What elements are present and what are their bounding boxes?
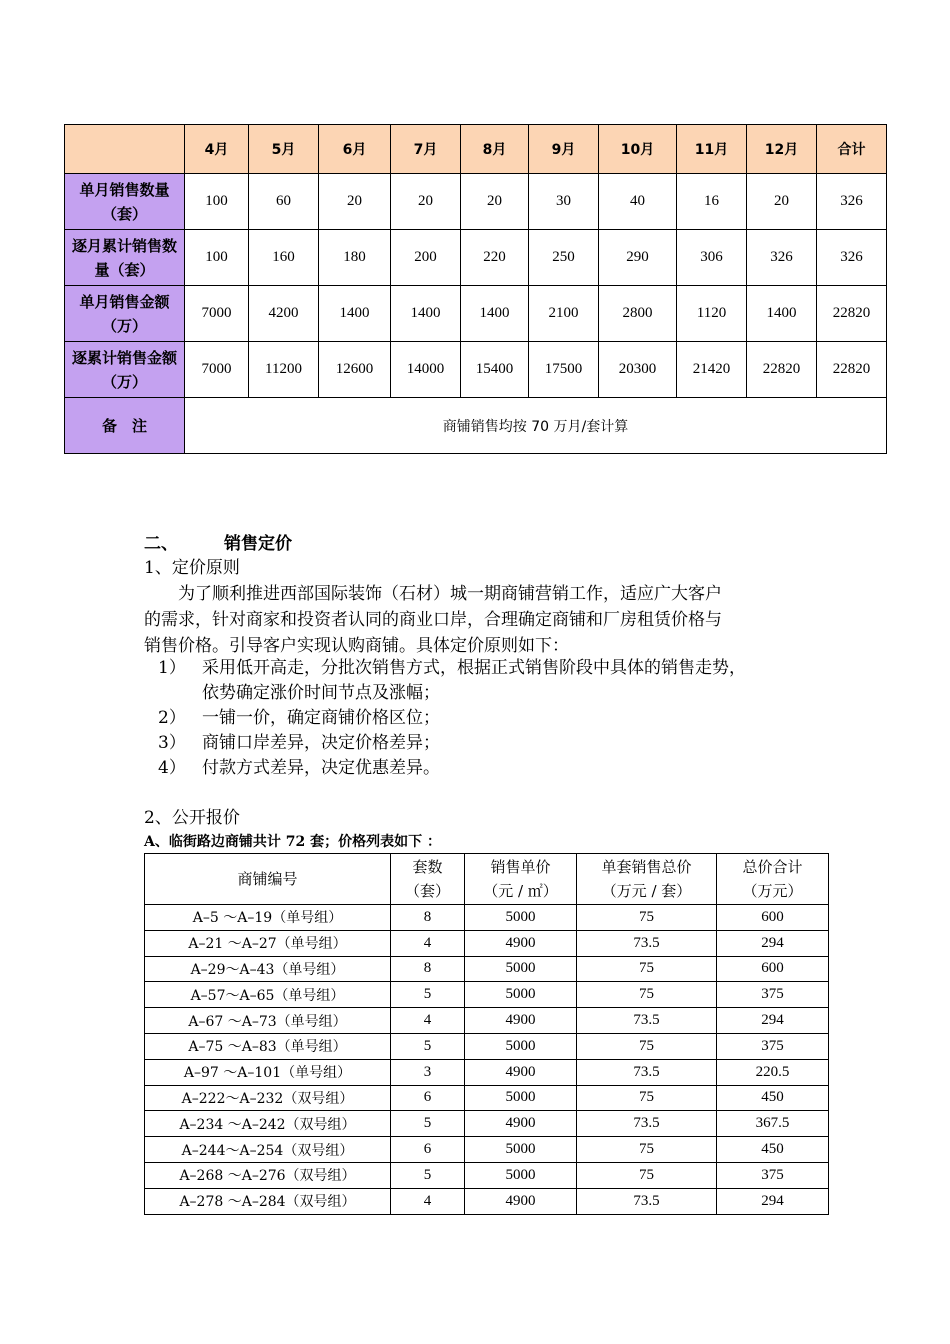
value-cell: 7000 (185, 342, 249, 398)
value-cell: 15400 (461, 342, 529, 398)
header-count: 套数 （套） (391, 854, 465, 905)
total-header: 合计 (817, 125, 887, 174)
table-row (145, 1162, 829, 1188)
value-cell: 20 (461, 174, 529, 230)
subheading-public-quote: 2、公开报价 (144, 808, 240, 828)
value-cell: 5000 (465, 1085, 577, 1111)
value-cell: 294 (717, 930, 829, 956)
value-cell: 20 (319, 174, 391, 230)
value-cell: 4900 (465, 1059, 577, 1085)
section-title: 销售定价 (224, 534, 292, 554)
value-cell: 220 (461, 230, 529, 286)
value-cell: 1400 (319, 286, 391, 342)
value-cell: 4900 (465, 1008, 577, 1034)
value-cell: 40 (599, 174, 677, 230)
corner-cell (65, 125, 185, 174)
table-row (145, 930, 829, 956)
principle-item (158, 756, 440, 781)
value-cell: 21420 (677, 342, 747, 398)
value-cell: 75 (577, 1033, 717, 1059)
value-cell: 220.5 (717, 1059, 829, 1085)
principle-text: 依势确定涨价时间节点及涨幅； (202, 683, 440, 703)
sales-row-remark (65, 398, 887, 454)
value-cell: 75 (577, 1085, 717, 1111)
principle-text: 采用低开高走，分批次销售方式，根据正式销售阶段中具体的销售走势， (202, 658, 746, 678)
value-cell: 3 (391, 1059, 465, 1085)
value-cell: 326 (817, 174, 887, 230)
header-sum: 总价合计 （万元） (717, 854, 829, 905)
principle-number: 1） (158, 658, 186, 678)
shop-price-table (144, 853, 829, 1215)
value-cell: 8 (391, 905, 465, 931)
table-row (145, 1085, 829, 1111)
value-cell: 30 (529, 174, 599, 230)
price-table-caption: A、临街路边商铺共计 72 套；价格列表如下 ： (144, 834, 441, 850)
value-cell: 306 (677, 230, 747, 286)
principle-text: 付款方式差异，决定优惠差异。 (202, 758, 440, 778)
row-label: 单月销售金额（万） (65, 286, 185, 342)
header-shop-no: 商铺编号 (145, 854, 391, 905)
value-cell: 1400 (391, 286, 461, 342)
sales-row-monthly-amount (65, 286, 887, 342)
sales-row-monthly-count (65, 174, 887, 230)
value-cell: 73.5 (577, 1188, 717, 1214)
principle-number: 3） (158, 733, 186, 753)
value-cell: 6 (391, 1085, 465, 1111)
value-cell: 75 (577, 1162, 717, 1188)
shop-id-cell: A–97 ～A–101（单号组） (145, 1059, 391, 1085)
month-header: 10月 (599, 125, 677, 174)
value-cell: 5000 (465, 1033, 577, 1059)
value-cell: 73.5 (577, 930, 717, 956)
value-cell: 2800 (599, 286, 677, 342)
month-header: 5月 (249, 125, 319, 174)
value-cell: 100 (185, 174, 249, 230)
value-cell: 294 (717, 1188, 829, 1214)
month-header: 6月 (319, 125, 391, 174)
table-row (145, 1008, 829, 1034)
value-cell: 450 (717, 1085, 829, 1111)
row-label: 单月销售数量（套） (65, 174, 185, 230)
month-header: 9月 (529, 125, 599, 174)
shop-id-cell: A–268 ～A–276（双号组） (145, 1162, 391, 1188)
value-cell: 200 (391, 230, 461, 286)
value-cell: 5 (391, 1162, 465, 1188)
value-cell: 5000 (465, 905, 577, 931)
shop-id-cell: A–57～A–65（单号组） (145, 982, 391, 1008)
value-cell: 180 (319, 230, 391, 286)
value-cell: 14000 (391, 342, 461, 398)
value-cell: 20 (391, 174, 461, 230)
principle-item (158, 731, 440, 756)
value-cell: 60 (249, 174, 319, 230)
value-cell: 160 (249, 230, 319, 286)
value-cell: 5000 (465, 1162, 577, 1188)
value-cell: 75 (577, 905, 717, 931)
value-cell: 17500 (529, 342, 599, 398)
table-row (145, 1033, 829, 1059)
header-unit-price: 销售单价 （元 / ㎡） (465, 854, 577, 905)
sales-header-row (65, 125, 887, 174)
value-cell: 5 (391, 1111, 465, 1137)
value-cell: 16 (677, 174, 747, 230)
value-cell: 73.5 (577, 1111, 717, 1137)
section-number: 二、 (144, 534, 178, 554)
principle-number: 4） (158, 758, 186, 778)
value-cell: 250 (529, 230, 599, 286)
shop-id-cell: A–75 ～A–83（单号组） (145, 1033, 391, 1059)
subheading-pricing-principle: 1、定价原则 (144, 558, 240, 578)
month-header: 8月 (461, 125, 529, 174)
value-cell: 326 (817, 230, 887, 286)
sales-row-cumulative-count (65, 230, 887, 286)
shop-id-cell: A–5 ～A–19（单号组） (145, 905, 391, 931)
remark-text: 商铺销售均按 70 万月/套计算 (185, 398, 887, 454)
header-unit-total: 单套销售总价 （万元 / 套） (577, 854, 717, 905)
row-label: 逐累计销售金额（万） (65, 342, 185, 398)
table-row (145, 982, 829, 1008)
section-heading (144, 532, 292, 557)
value-cell: 73.5 (577, 1059, 717, 1085)
table-row (145, 1188, 829, 1214)
table-row (145, 1111, 829, 1137)
table-row (145, 1137, 829, 1163)
value-cell: 7000 (185, 286, 249, 342)
value-cell: 73.5 (577, 1008, 717, 1034)
value-cell: 326 (747, 230, 817, 286)
value-cell: 4 (391, 930, 465, 956)
shop-id-cell: A–278 ～A–284（双号组） (145, 1188, 391, 1214)
month-header: 12月 (747, 125, 817, 174)
monthly-sales-table (64, 124, 887, 454)
value-cell: 5000 (465, 956, 577, 982)
value-cell: 5 (391, 982, 465, 1008)
table-row (145, 905, 829, 931)
shop-id-cell: A–29～A–43（单号组） (145, 956, 391, 982)
value-cell: 20300 (599, 342, 677, 398)
table-row (145, 956, 829, 982)
value-cell: 375 (717, 1033, 829, 1059)
value-cell: 1120 (677, 286, 747, 342)
value-cell: 600 (717, 905, 829, 931)
value-cell: 22820 (817, 342, 887, 398)
intro-line: 销售价格。引导客户实现认购商铺。具体定价原则如下： (144, 636, 569, 656)
value-cell: 12600 (319, 342, 391, 398)
principle-text: 商铺口岸差异，决定价格差异； (202, 733, 440, 753)
value-cell: 22820 (817, 286, 887, 342)
value-cell: 375 (717, 1162, 829, 1188)
value-cell: 4900 (465, 1188, 577, 1214)
value-cell: 11200 (249, 342, 319, 398)
value-cell: 2100 (529, 286, 599, 342)
value-cell: 6 (391, 1137, 465, 1163)
value-cell: 600 (717, 956, 829, 982)
intro-line: 的需求，针对商家和投资者认同的商业口岸，合理确定商铺和厂房租赁价格与 (144, 610, 722, 630)
value-cell: 450 (717, 1137, 829, 1163)
value-cell: 75 (577, 982, 717, 1008)
value-cell: 367.5 (717, 1111, 829, 1137)
price-header-row (145, 854, 829, 905)
value-cell: 290 (599, 230, 677, 286)
principle-number: 2） (158, 708, 186, 728)
shop-id-cell: A–244～A–254（双号组） (145, 1137, 391, 1163)
value-cell: 75 (577, 1137, 717, 1163)
value-cell: 75 (577, 956, 717, 982)
row-label: 逐月累计销售数量（套） (65, 230, 185, 286)
principle-item (158, 706, 440, 731)
value-cell: 1400 (747, 286, 817, 342)
value-cell: 5000 (465, 982, 577, 1008)
principle-text: 一铺一价，确定商铺价格区位； (202, 708, 440, 728)
value-cell: 5000 (465, 1137, 577, 1163)
value-cell: 375 (717, 982, 829, 1008)
value-cell: 5 (391, 1033, 465, 1059)
value-cell: 4200 (249, 286, 319, 342)
principle-item (158, 656, 746, 706)
value-cell: 4900 (465, 930, 577, 956)
sales-row-cumulative-amount (65, 342, 887, 398)
shop-id-cell: A–234 ～A–242（双号组） (145, 1111, 391, 1137)
month-header: 4月 (185, 125, 249, 174)
value-cell: 4 (391, 1008, 465, 1034)
intro-paragraph (144, 581, 824, 659)
shop-id-cell: A–21 ～A–27（单号组） (145, 930, 391, 956)
intro-line: 为了顺利推进西部国际装饰（石材）城一期商铺营销工作，适应广大客户 (178, 584, 722, 604)
shop-id-cell: A–222～A–232（双号组） (145, 1085, 391, 1111)
value-cell: 294 (717, 1008, 829, 1034)
month-header: 11月 (677, 125, 747, 174)
value-cell: 8 (391, 956, 465, 982)
month-header: 7月 (391, 125, 461, 174)
value-cell: 1400 (461, 286, 529, 342)
value-cell: 20 (747, 174, 817, 230)
table-row (145, 1059, 829, 1085)
value-cell: 4900 (465, 1111, 577, 1137)
remark-label: 备 注 (65, 398, 185, 454)
value-cell: 4 (391, 1188, 465, 1214)
value-cell: 22820 (747, 342, 817, 398)
shop-id-cell: A–67 ～A–73（单号组） (145, 1008, 391, 1034)
value-cell: 100 (185, 230, 249, 286)
